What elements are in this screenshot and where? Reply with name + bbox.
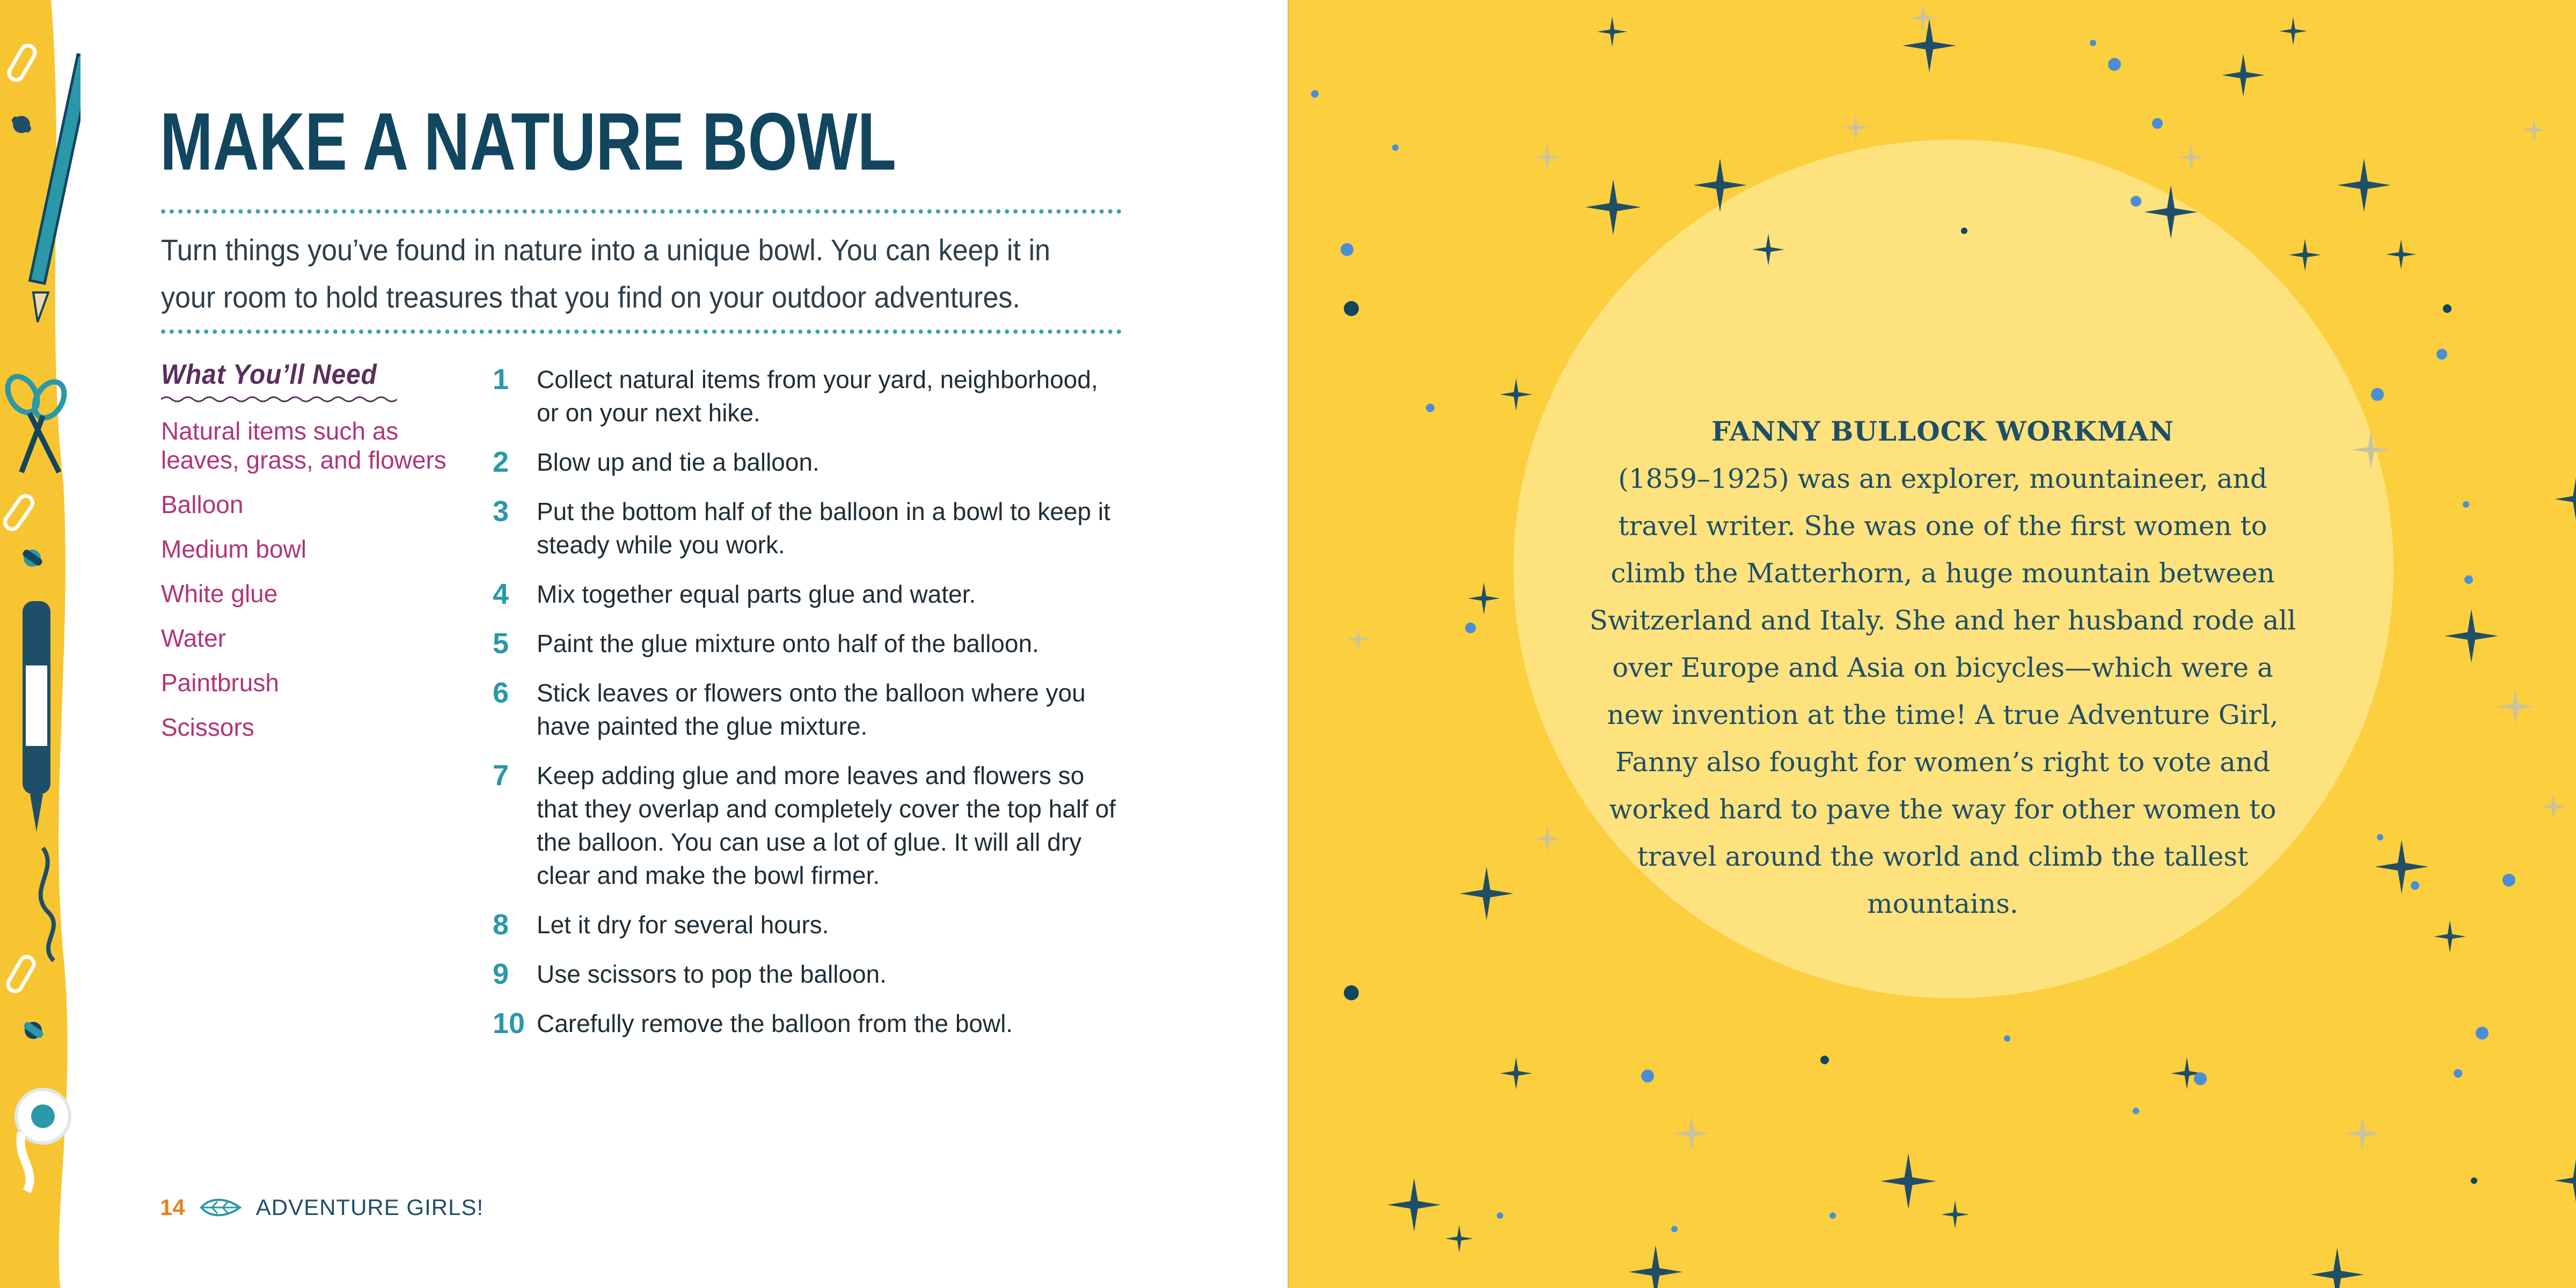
step-item <box>489 676 1123 743</box>
step-item <box>489 627 1123 660</box>
wavy-underline <box>161 394 397 405</box>
sparkle-star-icon <box>1880 1153 1936 1209</box>
decorative-dot <box>2463 501 2469 508</box>
sparkle-star-icon <box>2289 239 2321 271</box>
materials-heading: What You’ll Need <box>161 359 377 390</box>
sparkle-star-icon <box>1533 143 1561 171</box>
material-item: Water <box>161 624 226 652</box>
decorative-dot <box>2133 1108 2139 1114</box>
decorative-dot <box>2411 881 2419 890</box>
sparkle-star-icon <box>1346 627 1370 651</box>
decorative-dot <box>1497 1212 1503 1219</box>
dotted-divider-top <box>161 209 1122 214</box>
step-item <box>489 363 1123 429</box>
sparkle-star-icon <box>1445 1225 1473 1253</box>
step-text: Carefully remove the balloon from the bowl. <box>537 1009 1013 1037</box>
book-gutter <box>1287 0 1289 1288</box>
decorative-dot <box>1820 1056 1829 1064</box>
step-item <box>489 908 1123 941</box>
sparkle-star-icon <box>2310 1248 2364 1288</box>
material-item: White glue <box>161 580 278 608</box>
sparkle-star-icon <box>1902 19 1956 72</box>
bio-name: FANNY BULLOCK WORKMAN <box>1711 415 2174 447</box>
material-item: Medium bowl <box>161 535 306 563</box>
decorative-dot <box>2436 349 2447 360</box>
sparkle-star-icon <box>1909 4 1937 32</box>
step-text: Stick leaves or flowers onto the balloon where you have painted the glue mixture. <box>537 679 1086 740</box>
decorative-dot <box>1344 301 1359 316</box>
sparkle-star-icon <box>2445 609 2498 663</box>
sparkle-star-icon <box>2222 54 2265 97</box>
sparkle-star-icon <box>1629 1245 1682 1288</box>
step-item <box>489 445 1123 479</box>
dotted-divider-bottom <box>161 330 1122 334</box>
supplies-border-strip <box>0 0 80 1288</box>
material-item: Balloon <box>161 491 244 518</box>
sparkle-star-icon <box>2555 478 2576 521</box>
sparkle-star-icon <box>2497 689 2534 725</box>
decorative-dot <box>2194 1072 2207 1085</box>
step-text: Let it dry for several hours. <box>537 911 829 939</box>
step-number: 7 <box>493 759 509 792</box>
sparkle-star-icon <box>2279 17 2307 45</box>
sparkle-star-icon <box>1597 17 1627 47</box>
step-item <box>489 495 1123 561</box>
sparkle-star-icon <box>1842 114 1870 142</box>
decorative-dot <box>1392 144 1399 151</box>
step-number: 9 <box>493 958 509 990</box>
sparkle-star-icon <box>2521 117 2547 143</box>
step-text: Use scissors to pop the balloon. <box>537 960 887 988</box>
material-item: Natural items such as leaves, grass, and flowers <box>161 417 447 474</box>
step-number: 3 <box>493 495 509 528</box>
sparkle-star-icon <box>1941 1201 1969 1228</box>
sparkle-star-icon <box>2177 143 2205 171</box>
sparkle-star-icon <box>2386 239 2416 269</box>
decorative-dot <box>2502 874 2515 887</box>
page-number: 14 <box>160 1195 185 1220</box>
sparkle-star-icon <box>2375 840 2428 894</box>
step-number: 5 <box>493 627 509 660</box>
sparkle-star-icon <box>1460 867 1513 920</box>
sparkle-star-icon <box>1387 1178 1441 1232</box>
instruction-steps <box>489 363 1123 1056</box>
decorative-dot <box>1311 90 1319 98</box>
decorative-dot <box>2476 1027 2489 1040</box>
page-footer <box>160 1191 484 1224</box>
step-text: Keep adding glue and more leaves and flowers so that they overlap and completely cover the top half of the balloon. You can use a lot of glue. It will all dry clear and make the bowl firmer. <box>537 762 1116 889</box>
decorative-dot <box>2131 196 2141 207</box>
material-item: Scissors <box>161 713 254 741</box>
decorative-dot <box>1465 623 1476 633</box>
sparkle-star-icon <box>2344 1115 2381 1152</box>
sparkle-star-icon <box>2555 1159 2576 1202</box>
decorative-dot <box>1961 228 1967 234</box>
step-number: 1 <box>493 363 509 396</box>
sparkle-star-icon <box>1533 825 1561 853</box>
sparkle-star-icon <box>1500 1057 1532 1089</box>
decorative-dot <box>1641 1070 1654 1082</box>
step-text: Collect natural items from your yard, neighborhood, or on your next hike. <box>537 365 1098 427</box>
sparkle-star-icon <box>1673 1115 1710 1152</box>
step-item <box>489 1007 1123 1040</box>
decorative-dot <box>2464 575 2473 584</box>
step-number: 6 <box>493 677 509 709</box>
intro-paragraph: Turn things you’ve found in nature into a unique bowl. You can keep it in your room to hold treasures that you find on your outdoor adventures. <box>161 233 1051 314</box>
sparkle-star-icon <box>2337 158 2391 212</box>
material-item: Paintbrush <box>161 669 279 697</box>
decorative-dot <box>2152 118 2163 129</box>
bio-body: (1859–1925) was an explorer, mountaineer, and travel writer. She was one of the first women to climb the Matterhorn, a huge mountain between Switzerland and Italy. She and her husband rode all over Europe and Asia on bicycles—which were a new invention at the time! A true Adventure Girl, Fanny also fought for women’s right to vote and worked hard to pave the way for other women to travel around the world and climb the tallest mountains. <box>1589 463 2296 919</box>
decorative-dot <box>2004 1035 2010 1042</box>
decorative-dot <box>1341 243 1353 256</box>
materials-section <box>161 358 462 757</box>
decorative-dot <box>2371 388 2384 401</box>
materials-list <box>161 416 462 742</box>
sparkle-star-icon <box>2434 920 2466 953</box>
step-number: 10 <box>493 1007 525 1040</box>
sparkle-star-icon <box>1500 378 1532 411</box>
decorative-dot <box>2090 40 2096 46</box>
page-title: MAKE A NATURE BOWL <box>160 96 897 187</box>
decorative-dot <box>2377 834 2383 840</box>
step-text: Mix together equal parts glue and water. <box>537 580 976 608</box>
bio-paragraph <box>1589 408 2297 927</box>
decorative-dot <box>2108 58 2121 71</box>
decorative-dot <box>1426 404 1435 412</box>
step-text: Paint the glue mixture onto half of the balloon. <box>537 630 1039 657</box>
step-number: 4 <box>493 578 509 610</box>
sparkle-star-icon <box>2540 793 2567 821</box>
step-item <box>489 759 1123 892</box>
step-number: 2 <box>493 446 509 478</box>
right-page <box>1288 0 2576 1288</box>
running-title: ADVENTURE GIRLS! <box>255 1195 484 1220</box>
decorative-dot <box>1829 1212 1836 1219</box>
sparkle-star-icon <box>1468 582 1500 614</box>
step-text: Blow up and tie a balloon. <box>537 448 819 476</box>
decorative-dot <box>2471 1177 2477 1184</box>
leaf-icon <box>199 1194 242 1221</box>
sparkle-star-icon <box>1585 179 1641 235</box>
decorative-dot <box>1671 1226 1678 1232</box>
step-number: 8 <box>493 909 509 941</box>
step-item <box>489 957 1123 991</box>
step-text: Put the bottom half of the balloon in a bowl to keep it steady while you work. <box>537 497 1110 559</box>
decorative-dot <box>2454 1069 2462 1078</box>
decorative-dot <box>2443 304 2451 313</box>
step-item <box>489 577 1123 611</box>
decorative-dot <box>1344 985 1359 1000</box>
